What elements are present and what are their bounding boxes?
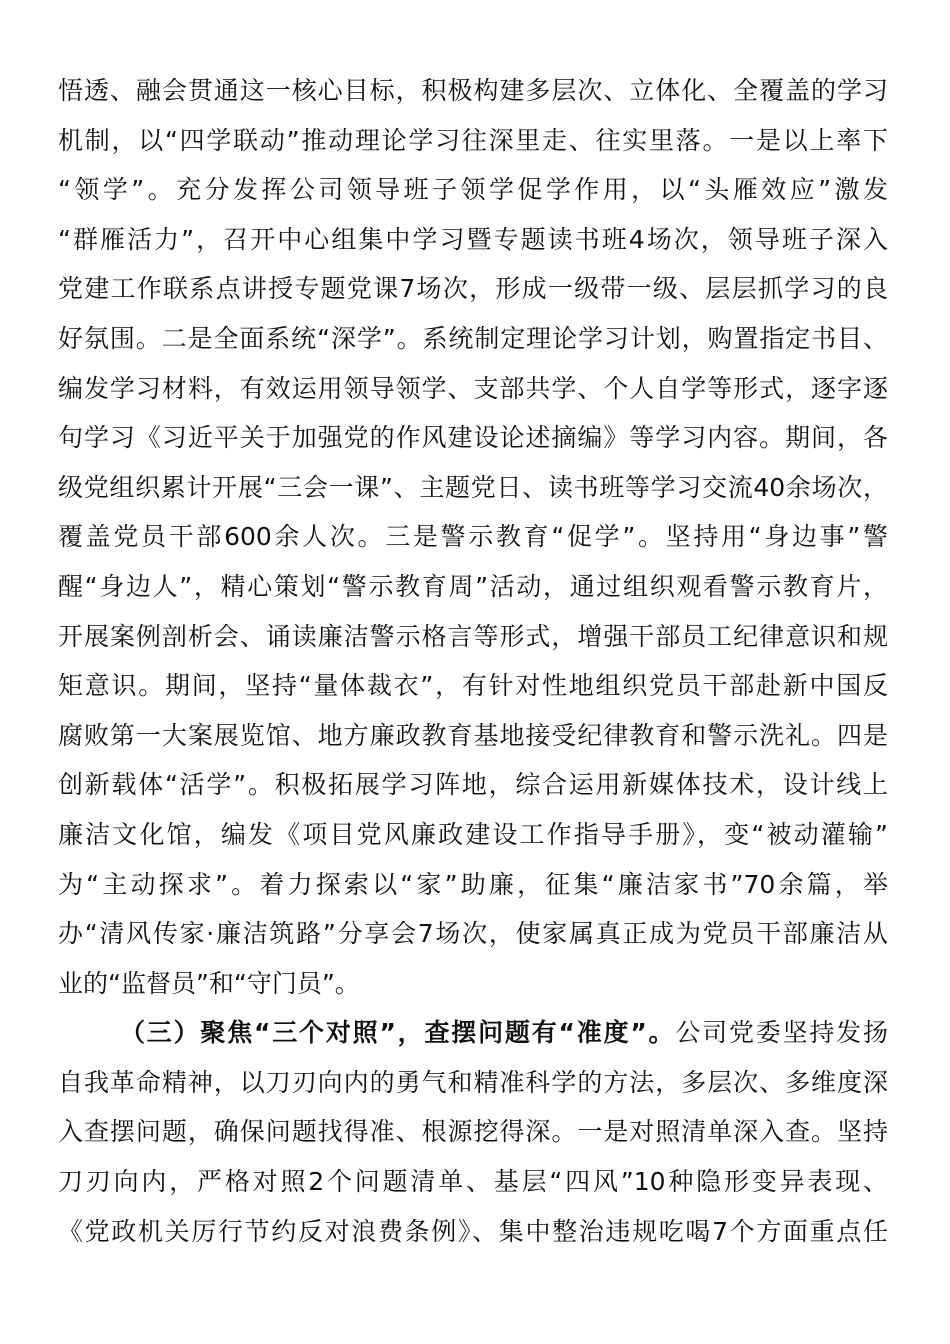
text-line: 入查摆问题，确保问题找得准、根源挖得深。一是对照清单深入查。坚持 xyxy=(58,1117,888,1147)
text-line: 业的“监督员”和“守门员”。 xyxy=(58,968,360,998)
text-line: 刀刃向内，严格对照2个问题清单、基层“四风”10种隐形变异表现、 xyxy=(58,1167,888,1197)
text-line: “群雁活力”，召开中心组集中学习暨专题读书班4场次，领导班子深入 xyxy=(58,224,888,254)
text-line: “领学”。充分发挥公司领导班子领学促学作用，以“头雁效应”激发 xyxy=(58,175,888,205)
heading-line-text: 公司党委坚持发扬 xyxy=(675,1018,888,1048)
text-line: 级党组织累计开展“三会一课”、主题党日、读书班等学习交流40余场次， xyxy=(58,472,888,502)
document-body xyxy=(58,66,888,1256)
text-line: 开展案例剖析会、诵读廉洁警示格言等形式，增强干部员工纪律意识和规 xyxy=(58,621,888,651)
text-line: 办“清风传家·廉洁筑路”分享会7场次，使家属真正成为党员干部廉洁从 xyxy=(58,919,888,949)
section-heading: （三）聚焦“三个对照”，查摆问题有“准度”。 xyxy=(120,1018,676,1048)
text-line: 党建工作联系点讲授专题党课7场次，形成一级带一级、层层抓学习的良 xyxy=(58,274,888,304)
paragraph-study-mechanism xyxy=(58,66,888,1008)
text-line: 腐败第一大案展览馆、地方廉政教育基地接受纪律教育和警示洗礼。四是 xyxy=(58,720,888,750)
text-line: 机制，以“四学联动”推动理论学习往深里走、往实里落。一是以上率下 xyxy=(58,125,888,155)
text-line: 创新载体“活学”。积极拓展学习阵地，综合运用新媒体技术，设计线上 xyxy=(58,770,888,800)
text-line: 廉洁文化馆，编发《项目党风廉政建设工作指导手册》，变“被动灌输” xyxy=(58,819,888,849)
text-line: 为“主动探求”。着力探索以“家”助廉，征集“廉洁家书”70余篇，举 xyxy=(58,869,888,899)
paragraph-three-comparisons xyxy=(58,1008,888,1256)
section-heading-line xyxy=(58,1008,888,1058)
text-line: 醒“身边人”，精心策划“警示教育周”活动，通过组织观看警示教育片， xyxy=(58,571,888,601)
text-line: 编发学习材料，有效运用领导领学、支部共学、个人自学等形式，逐字逐 xyxy=(58,373,888,403)
text-line: 句学习《习近平关于加强党的作风建设论述摘编》等学习内容。期间，各 xyxy=(58,423,888,453)
text-line: 好氛围。二是全面系统“深学”。系统制定理论学习计划，购置指定书目、 xyxy=(58,323,888,353)
text-line: 悟透、融会贯通这一核心目标，积极构建多层次、立体化、全覆盖的学习 xyxy=(58,76,888,105)
text-line: 自我革命精神，以刀刃向内的勇气和精准科学的方法，多层次、多维度深 xyxy=(58,1067,888,1097)
text-line: 《党政机关厉行节约反对浪费条例》、集中整治违规吃喝7个方面重点任 xyxy=(58,1216,888,1246)
text-line: 覆盖党员干部600余人次。三是警示教育“促学”。坚持用“身边事”警 xyxy=(58,522,888,552)
text-line: 矩意识。期间，坚持“量体裁衣”，有针对性地组织党员干部赴新中国反 xyxy=(58,671,888,701)
